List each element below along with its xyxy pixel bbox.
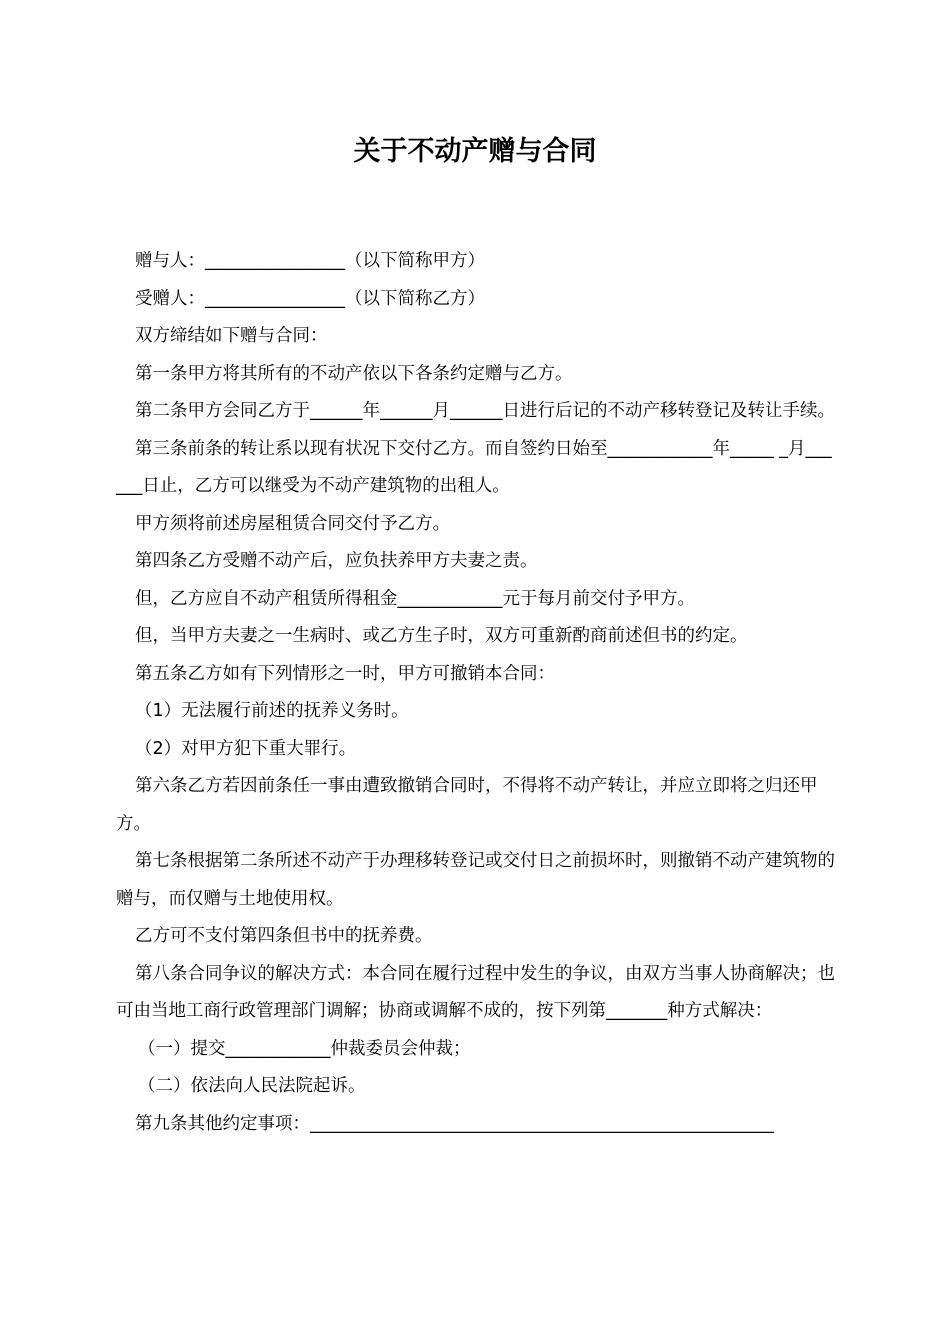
paragraph-article-4-proviso-1: 但，乙方应自不动产租赁所得租金____________元于每月前交付予甲方。: [135, 588, 695, 609]
paragraph-article-8: 第八条合同争议的解决方式：本合同在履行过程中发生的争议，由双方当事人协商解决；也可由当地工商行政管理部门调解；协商或调解不成的，按下列第_______种方式解决：: [116, 963, 835, 1021]
paragraph-article-8-option-2: （二）依法向人民法院起诉。: [138, 1076, 366, 1096]
paragraph-article-7-note: 乙方可不支付第四条但书中的抚养费。: [135, 926, 433, 946]
paragraph-article-5-item-2: （2）对甲方犯下重大罪行。: [135, 738, 357, 759]
paragraph-article-3: 第三条前条的转让系以现有状况下交付乙方。而自签约日始至____________年_____ _月______日止，乙方可以继受为不动产建筑物的出租人。: [116, 438, 832, 496]
paragraph-article-4: 第四条乙方受赠不动产后，应负扶养甲方夫妻之责。: [135, 551, 538, 571]
paragraph-article-5-item-1: （1）无法履行前述的抚养义务时。: [135, 701, 409, 721]
paragraph-article-8-option-1: （一）提交____________仲裁委员会仲裁；: [138, 1038, 471, 1059]
paragraph-intro: 双方缔结如下赠与合同：: [135, 326, 328, 346]
paragraph-article-5: 第五条乙方如有下列情形之一时，甲方可撤销本合同：: [135, 663, 555, 684]
paragraph-article-9: 第九条其他约定事项：_____________________________________________________: [135, 1113, 774, 1134]
paragraph-article-7: 第七条根据第二条所述不动产于办理移转登记或交付日之前损坏时，则撤销不动产建筑物的赠与，而仅赠与土地使用权。: [116, 851, 835, 909]
paragraph-article-1: 第一条甲方将其所有的不动产依以下各条约定赠与乙方。: [135, 363, 573, 384]
paragraph-article-4-proviso-2: 但，当甲方夫妻之一生病时、或乙方生子时，双方可重新酌商前述但书的约定。: [135, 626, 748, 646]
document-body: [116, 243, 838, 1143]
paragraph-article-6: 第六条乙方若因前条任一事由遭致撤销合同时，不得将不动产转让，并应立即将之归还甲方。: [116, 776, 818, 834]
paragraph-donee: 受赠人：________________（以下简称乙方）: [135, 288, 485, 309]
paragraph-article-3-note: 甲方须将前述房屋租赁合同交付予乙方。: [135, 513, 450, 534]
paragraph-donor: 赠与人：________________（以下简称甲方）: [135, 251, 485, 271]
paragraph-article-2: 第二条甲方会同乙方于______年______月______日进行后记的不动产移转登记及转让手续。: [135, 401, 835, 421]
document-title: 关于不动产赠与合同: [353, 136, 597, 167]
